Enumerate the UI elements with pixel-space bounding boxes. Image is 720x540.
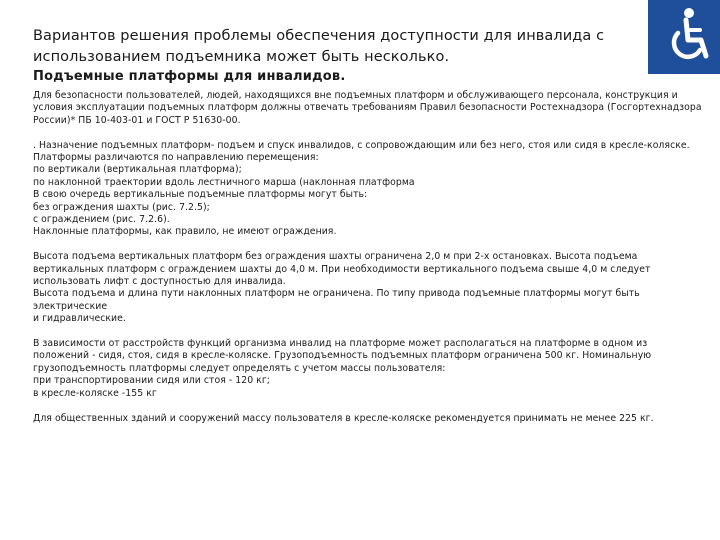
paragraph: Для безопасности пользователей, людей, находящихся вне подъемных платформ и обслуживающего персонала, конструкция и условия эксплуатации подъемных платформ должны отвечать требованиям Правил безопасности Ростехнадзора (Госгортехнадзора России)* ПБ 10-403-01 и ГОСТ Р 51630-00. bbox=[33, 90, 702, 126]
paragraph: Высота подъема вертикальных платформ без ограждения шахты ограничена 2,0 м при 2-х остановках. Высота подъема вертикальных платформ с ограждением шахты до 4,0 м. При необходимости вертикального подъема свыше 4,0 м следует использовать лифт с доступностью для инвалида. bbox=[33, 251, 651, 288]
list-item: при транспортировании сидя или стоя - 120 кг; bbox=[33, 375, 270, 387]
paragraph: и гидравлические. bbox=[33, 313, 126, 325]
body-text bbox=[33, 90, 703, 425]
spacer bbox=[33, 400, 703, 412]
paragraph: Наклонные платформы, как правило, не имеют ограждения. bbox=[33, 226, 337, 238]
paragraph: В свою очередь вертикальные подъемные платформы могут быть: bbox=[33, 189, 368, 201]
wheelchair-accessibility-icon bbox=[648, 0, 720, 74]
list-item: по вертикали (вертикальная платформа); bbox=[33, 164, 242, 176]
list-item: по наклонной траектории вдоль лестничного марша (наклонная платформа bbox=[33, 176, 415, 188]
spacer bbox=[33, 127, 703, 139]
page-title: Вариантов решения проблемы обеспечения доступности для инвалида с использованием подъемника может быть несколько. bbox=[33, 28, 605, 65]
spacer bbox=[33, 239, 703, 251]
paragraph: Для общественных зданий и сооружений массу пользователя в кресле-коляске рекомендуется принимать не менее 225 кг. bbox=[33, 412, 654, 424]
paragraph: В зависимости от расстройств функций организма инвалид на платформе может располагаться на платформе в одном из положений - сидя, стоя, сидя в кресле-коляске. Грузоподъемность подъемных платформ ограничена 500 кг. Номинальную грузоподъемность платформы следует определять с учетом массы пользователя: bbox=[33, 338, 652, 374]
paragraph: . Назначение подъемных платформ- подъем и спуск инвалидов, с сопровождающим или без него, стоя или сидя в кресле-коляске. bbox=[33, 139, 690, 151]
section-heading: Подъемные платформы для инвалидов. bbox=[33, 69, 346, 84]
paragraph: Платформы различаются по направлению перемещения: bbox=[33, 152, 319, 164]
list-item: с ограждением (рис. 7.2.6). bbox=[33, 214, 170, 226]
list-item: без ограждения шахты (рис. 7.2.5); bbox=[33, 201, 210, 213]
paragraph: Высота подъема и длина пути наклонных платформ не ограничена. По типу привода подъемные платформы могут быть электрические bbox=[33, 288, 640, 312]
list-item: в кресле-коляске -155 кг bbox=[33, 387, 157, 399]
spacer bbox=[33, 326, 703, 338]
